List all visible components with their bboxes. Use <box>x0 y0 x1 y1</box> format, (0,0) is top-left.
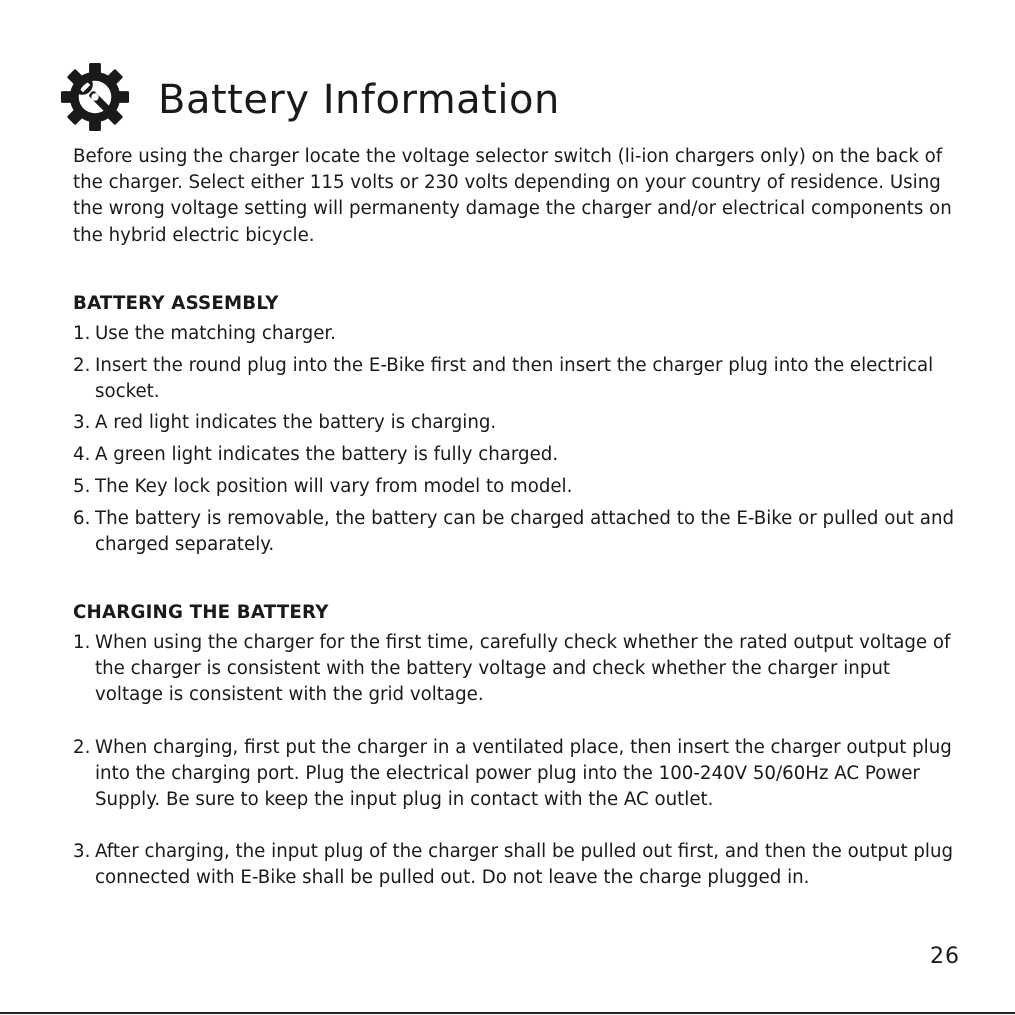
gear-wrench-icon <box>58 60 132 134</box>
page-content <box>73 144 963 918</box>
item-text: When using the charger for the first time, carefully check whether the rated output voltage of the charger is consistent with the battery voltage and check whether the charger input voltage is consistent with the grid voltage. <box>95 631 951 706</box>
battery-assembly-list <box>73 321 963 558</box>
list-item <box>73 442 963 468</box>
page-title: Battery Information <box>158 77 560 123</box>
item-text: The battery is removable, the battery can be charged attached to the E-Bike or pulled out and charged separately. <box>95 507 955 555</box>
charging-list <box>73 630 963 892</box>
item-number: 4. <box>73 444 91 466</box>
item-number: 6. <box>73 507 91 529</box>
section-header <box>58 60 560 134</box>
item-number: 2. <box>73 736 91 758</box>
list-item <box>73 839 963 891</box>
list-item <box>73 410 963 436</box>
list-item <box>73 506 963 558</box>
item-number: 1. <box>73 631 91 653</box>
item-number: 3. <box>73 412 91 434</box>
item-text: A green light indicates the battery is fully charged. <box>95 444 559 466</box>
list-item <box>73 474 963 500</box>
item-text: A red light indicates the battery is charging. <box>95 412 497 434</box>
bottom-divider <box>0 1012 1015 1014</box>
list-item <box>73 321 963 347</box>
list-item <box>73 630 963 709</box>
item-number: 1. <box>73 322 91 344</box>
item-text: The Key lock position will vary from model to model. <box>95 475 573 497</box>
item-number: 2. <box>73 354 91 376</box>
battery-assembly-heading: BATTERY ASSEMBLY <box>73 292 279 314</box>
item-number: 5. <box>73 475 91 497</box>
item-text: Insert the round plug into the E-Bike first and then insert the charger plug into the electrical socket. <box>95 354 934 402</box>
item-text: When charging, first put the charger in a ventilated place, then insert the charger output plug into the charging port. Plug the electrical power plug into the 100-240V 50/60Hz AC Power Supply. Be sure to keep the input plug in contact with the AC outlet. <box>95 736 952 810</box>
item-number: 3. <box>73 841 91 863</box>
list-item <box>73 735 963 814</box>
charging-heading: CHARGING THE BATTERY <box>73 601 329 623</box>
item-text: After charging, the input plug of the charger shall be pulled out first, and then the output plug connected with E-Bike shall be pulled out. Do not leave the charge plugged in. <box>95 841 954 889</box>
page-number: 26 <box>930 944 960 969</box>
item-text: Use the matching charger. <box>95 322 336 344</box>
list-item <box>73 353 963 405</box>
intro-paragraph: Before using the charger locate the voltage selector switch (li-ion chargers only) on the back of the charger. Select either 115 volts or 230 volts depending on your country of residence. Using the wrong voltage setting will permanenty damage the charger and/or electrical components on the hybrid electric bicycle. <box>73 146 952 246</box>
